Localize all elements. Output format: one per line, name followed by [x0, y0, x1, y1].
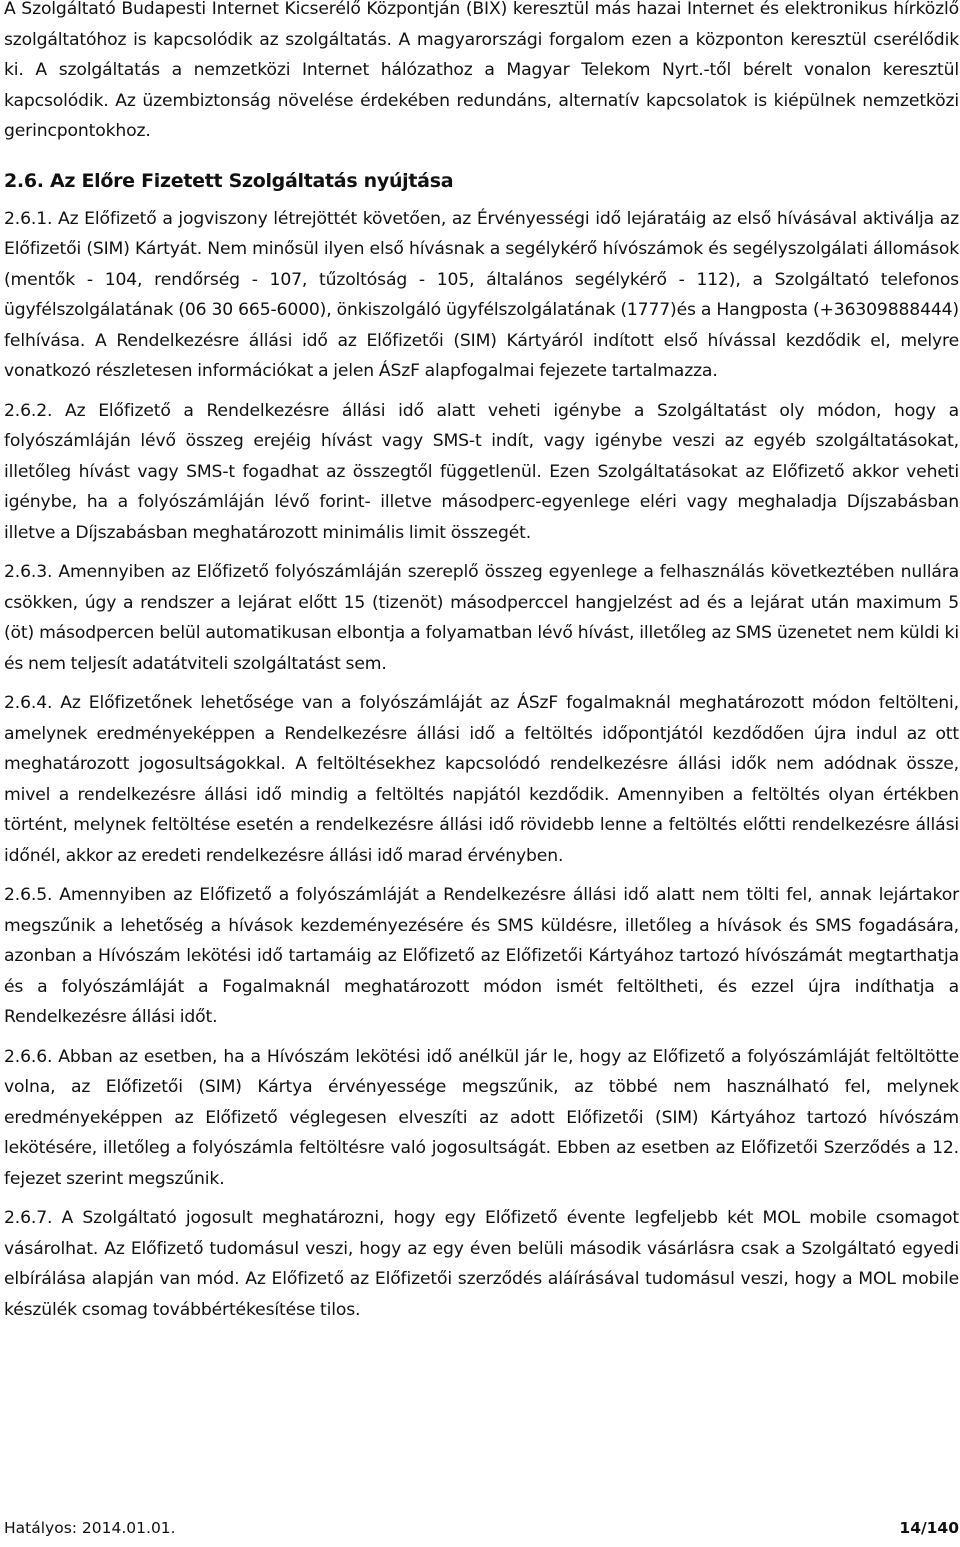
- page-number: 14/140: [899, 1519, 959, 1537]
- paragraph-2-6-1: 2.6.1. Az Előfizető a jogviszony létrejöttét követően, az Érvényességi idő lejáratáig az első hívásával aktiválja az Előfizetői (SIM) Kártyát. Nem minősül ilyen első hívásnak a segélykérő hívószámok és segélyszolgálati állomások (mentők - 104, rendőrség - 107, tűzoltóság - 105, általános segélykérő - 112), a Szolgáltató telefonos ügyfélszolgálatának (06 30 665-6000), önkiszolgáló ügyfélszolgálatának (1777)és a Hangposta (+36309888444) felhívása. A Rendelkezésre állási idő az Előfizetői (SIM) Kártyáról indított első hívással kezdődik el, melyre vonatkozó részletesen információkat a jelen ÁSzF alapfogalmai fejezete tartalmazza.: [4, 208, 959, 381]
- intro-paragraph: A Szolgáltató Budapesti Internet Kicserélő Központján (BIX) keresztül más hazai Internet és elektronikus hírközlő szolgáltatóhoz is kapcsolódik az szolgáltatás. A magyarországi forgalom ezen a központon keresztül cserélődik ki. A szolgáltatás a nemzetközi Internet hálózathoz a Magyar Telekom Nyrt.-től bérelt vonalon keresztül kapcsolódik. Az üzembiztonság növelése érdekében redundáns, alternatív kapcsolatok is kiépülnek nemzetközi gerincpontokhoz.: [4, 0, 959, 141]
- paragraph-2-6-5: 2.6.5. Amennyiben az Előfizető a folyószámláját a Rendelkezésre állási idő alatt nem tölti fel, annak lejártakor megszűnik a lehetőség a hívások kezdeményezésére és SMS küldésre, illetőleg a hívások és SMS fogadására, azonban a Hívószám lekötési idő tartamáig az Előfizető az Előfizetői Kártyához tartozó hívószámát megtarthatja és a folyószámláját a Fogalmaknál meghatározott módon ismét feltöltheti, és ezzel újra indíthatja a Rendelkezésre állási időt.: [4, 885, 959, 1027]
- paragraph-2-6-2: 2.6.2. Az Előfizető a Rendelkezésre állási idő alatt veheti igénybe a Szolgáltatást oly módon, hogy a folyószámláján lévő összeg erejéig hívást vagy SMS-t indít, vagy igénybe veszi az egyéb szolgáltatásokat, illetőleg hívást vagy SMS-t fogadhat az összegtől függetlenül. Ezen Szolgáltatásokat az Előfizető akkor veheti igénybe, ha a folyószámláján lévő forint- illetve másodperc-egyenlege eléri vagy meghaladja Díjszabásban illetve a Díjszabásban meghatározott minimális limit összegét.: [4, 400, 959, 543]
- paragraph-2-6-6: 2.6.6. Abban az esetben, ha a Hívószám lekötési idő anélkül jár le, hogy az Előfizető a folyószámláját feltöltötte volna, az Előfizetői (SIM) Kártya érvényessége megszűnik, az többé nem használható fel, melynek eredményeképpen az Előfizető véglegesen elveszíti az adott Előfizetői (SIM) Kártyához tartozó hívószám lekötésére, illetőleg a folyószámla feltöltésre való jogosultságát. Ebben az esetben az Előfizetői Szerződés a 12. fejezet szerint megszűnik.: [4, 1046, 959, 1189]
- section-heading: 2.6. Az Előre Fizetett Szolgáltatás nyújtása: [4, 169, 454, 192]
- document-page: [4, 0, 959, 1547]
- paragraph-2-6-4: 2.6.4. Az Előfizetőnek lehetősége van a folyószámláját az ÁSzF fogalmaknál meghatározott módon feltölteni, amelynek eredményeképpen a Rendelkezésre állási idő a feltöltés időpontjától kezdődően újra indul az ott meghatározott jogosultságokkal. A feltöltésekhez kapcsolódó rendelkezésre állási idők nem adódnak össze, mivel a rendelkezésre állási idő mindig a feltöltés napjától kezdődik. Amennyiben a feltöltés olyan értékben történt, melynek feltöltése esetén a rendelkezésre állási idő rövidebb lenne a feltöltés előtti rendelkezésre állási időnél, akkor az eredeti rendelkezésre állási idő marad érvényben.: [4, 693, 959, 866]
- effective-date: Hatályos: 2014.01.01.: [4, 1519, 176, 1537]
- paragraph-2-6-3: 2.6.3. Amennyiben az Előfizető folyószámláján szereplő összeg egyenlege a felhasználás következtében nullára csökken, úgy a rendszer a lejárat előtt 15 (tizenöt) másodperccel hangjelzést ad és a lejárat után maximum 5 (öt) másodpercen belül automatikusan elbontja a folyamatban lévő hívást, illetőleg az SMS üzenetet nem küldi ki és nem teljesít adatátviteli szolgáltatást sem.: [4, 562, 959, 674]
- page-footer: [4, 1516, 959, 1540]
- paragraph-2-6-7: 2.6.7. A Szolgáltató jogosult meghatározni, hogy egy Előfizető évente legfeljebb két MOL mobile csomagot vásárolhat. Az Előfizető tudomásul veszi, hogy az egy éven belüli második vásárlásra csak a Szolgáltató egyedi elbírálása alapján van mód. Az Előfizető az Előfizetői szerződés aláírásával tudomásul veszi, hogy a MOL mobile készülék csomag továbbértékesítése tilos.: [4, 1208, 959, 1320]
